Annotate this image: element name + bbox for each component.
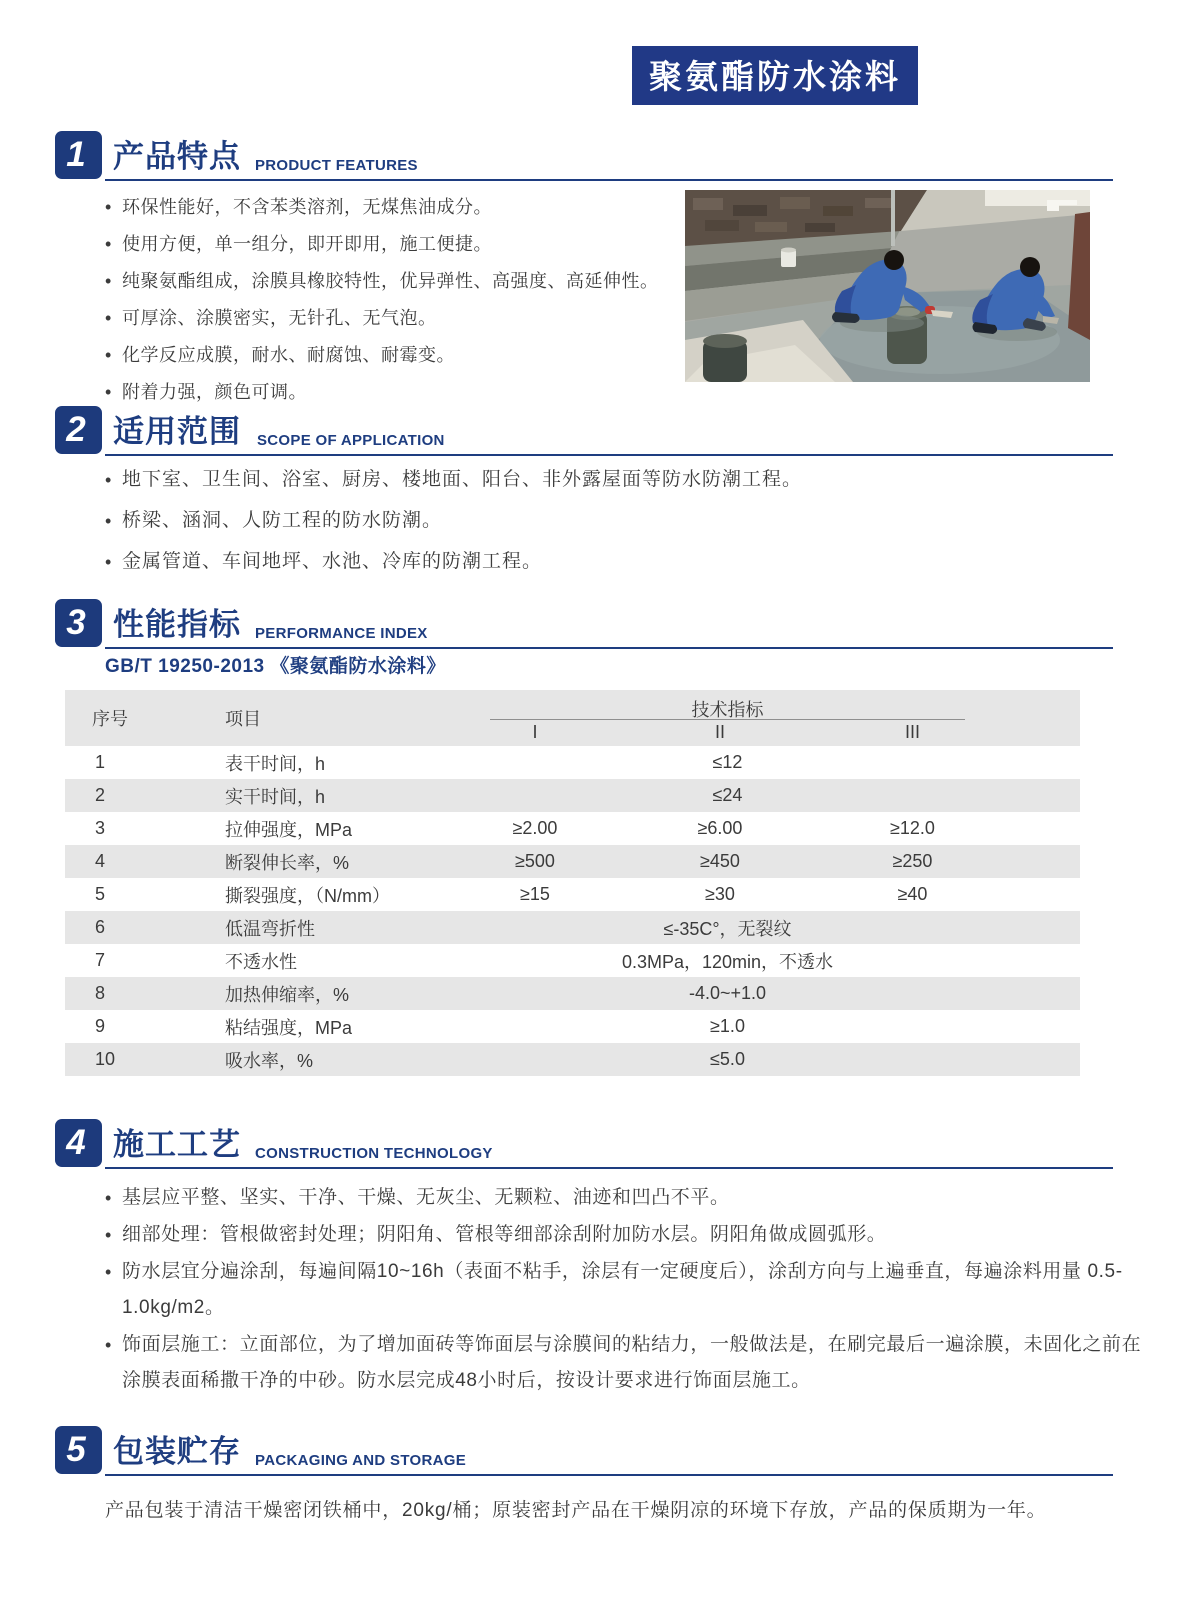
row-value: 0.3MPa，120min，不透水 — [621, 951, 834, 972]
list-item: • 附着力强，颜色可调。 — [105, 378, 683, 406]
list-item: • 细部处理：管根做密封处理；阴阳角、管根等细部涂刮附加防水层。阴阳角做成圆弧形。 — [105, 1217, 1153, 1253]
list-item: • 金属管道、车间地坪、水池、冷库的防潮工程。 — [105, 548, 1145, 576]
table-row — [65, 977, 1080, 1010]
row-seq: 8 — [95, 983, 106, 1003]
rooftop-workers-photo — [685, 190, 1090, 382]
section-number-badge: 3 — [55, 599, 102, 647]
section-title-cn: 性能指标 — [113, 607, 241, 642]
row-item: 粘结强度，MPa — [225, 1017, 353, 1038]
table-row — [65, 944, 1080, 977]
section-number-badge: 2 — [55, 406, 102, 454]
section-title-en: SCOPE OF APPLICATION — [257, 432, 445, 449]
table-row — [65, 878, 1080, 911]
row-item: 撕裂强度，（N/mm） — [225, 885, 390, 906]
section-number-badge: 1 — [55, 131, 102, 179]
row-value-2: ≥6.00 — [697, 818, 743, 838]
row-item: 吸水率，% — [225, 1050, 314, 1071]
row-seq: 2 — [95, 785, 106, 805]
list-item: • 基层应平整、坚实、干净、干燥、无灰尘、无颗粒、油迹和凹凸不平。 — [105, 1180, 1153, 1216]
section-header-scope — [55, 403, 1150, 456]
column-header-grade1: I — [532, 722, 538, 742]
section-title-en: PRODUCT FEATURES — [255, 157, 418, 174]
section-title-cn: 施工工艺 — [113, 1127, 241, 1162]
list-item: • 环保性能好，不含苯类溶剂，无煤焦油成分。 — [105, 193, 683, 221]
section-rule — [105, 454, 1113, 456]
row-value: ≤-35C°，无裂纹 — [663, 918, 792, 939]
column-header-item: 项目 — [225, 709, 261, 729]
section-rule — [105, 179, 1113, 181]
list-item: • 桥梁、涵洞、人防工程的防水防潮。 — [105, 507, 1145, 535]
table-header — [65, 690, 1080, 746]
table-row — [65, 845, 1080, 878]
section-title-cn: 适用范围 — [113, 414, 241, 449]
page-title: 聚氨酯防水涂料 — [632, 46, 918, 105]
row-item: 加热伸缩率，% — [225, 984, 350, 1005]
list-item: • 防水层宜分遍涂刮，每遍间隔10~16h（表面不粘手，涂层有一定硬度后），涂刮方向与上遍垂直，每遍涂料用量 0.5-1.0kg/m2。 — [105, 1254, 1153, 1326]
column-header-seq: 序号 — [92, 709, 128, 729]
row-value-3: ≥40 — [897, 884, 928, 904]
column-header-grade2: II — [714, 722, 725, 742]
section-header-packaging — [55, 1423, 1150, 1476]
row-value: -4.0~+1.0 — [688, 983, 767, 1003]
row-value-2: ≥450 — [700, 851, 740, 871]
section-number-badge: 5 — [55, 1426, 102, 1474]
row-seq: 7 — [95, 950, 106, 970]
table-row — [65, 1010, 1080, 1043]
section-title-en: PACKAGING AND STORAGE — [255, 1452, 467, 1469]
list-item: • 使用方便，单一组分，即开即用，施工便捷。 — [105, 230, 683, 258]
row-item: 实干时间，h — [225, 786, 326, 807]
section-rule — [105, 647, 1113, 649]
list-item: • 地下室、卫生间、浴室、厨房、楼地面、阳台、非外露屋面等防水防潮工程。 — [105, 466, 1145, 494]
standard-reference: GB/T 19250-2013 《聚氨酯防水涂料》 — [105, 656, 446, 677]
row-seq: 10 — [95, 1049, 116, 1069]
row-value-1: ≥500 — [515, 851, 555, 871]
row-value-2: ≥30 — [705, 884, 735, 904]
row-value-3: ≥250 — [892, 851, 933, 871]
row-seq: 6 — [95, 917, 106, 937]
list-item: • 化学反应成膜，耐水、耐腐蚀、耐霉变。 — [105, 341, 683, 369]
section-title-cn: 产品特点 — [113, 139, 241, 174]
column-header-grade3: III — [904, 722, 920, 742]
row-seq: 1 — [95, 752, 106, 772]
column-header-tech: 技术指标 — [490, 690, 965, 720]
performance-table — [65, 690, 1080, 1076]
section-title-cn: 包装贮存 — [113, 1434, 241, 1469]
row-value: ≥1.0 — [710, 1016, 745, 1036]
section-rule — [105, 1474, 1113, 1476]
table-row — [65, 911, 1080, 944]
section-title-en: CONSTRUCTION TECHNOLOGY — [255, 1145, 493, 1162]
section-header-performance — [55, 596, 1150, 649]
table-row — [65, 746, 1080, 779]
row-value-1: ≥2.00 — [512, 818, 558, 838]
features-list — [105, 190, 683, 415]
row-item: 表干时间，h — [225, 753, 326, 774]
scope-list — [105, 466, 1145, 589]
table-row — [65, 1043, 1080, 1076]
list-item: • 可厚涂、涂膜密实，无针孔、无气泡。 — [105, 304, 683, 332]
section-title-en: PERFORMANCE INDEX — [255, 625, 428, 642]
table-row — [65, 779, 1080, 812]
row-value-1: ≥15 — [520, 884, 550, 904]
row-item: 低温弯折性 — [225, 918, 315, 939]
section-number-badge: 4 — [55, 1119, 102, 1167]
row-value: ≤5.0 — [710, 1049, 745, 1069]
row-seq: 9 — [95, 1016, 106, 1036]
row-value: ≤12 — [712, 752, 743, 772]
section-rule — [105, 1167, 1113, 1169]
features-body — [105, 190, 1145, 415]
row-seq: 4 — [95, 851, 106, 871]
list-item: • 纯聚氨酯组成，涂膜具橡胶特性，优异弹性、高强度、高延伸性。 — [105, 267, 683, 295]
row-value-3: ≥12.0 — [890, 818, 935, 838]
row-seq: 3 — [95, 818, 106, 838]
section-header-construction — [55, 1116, 1150, 1169]
packaging-text: 产品包装于清洁干燥密闭铁桶中，20kg/桶；原装密封产品在干燥阴凉的环境下存放，产品的保质期为一年。 — [105, 1500, 1047, 1521]
row-item: 断裂伸长率，% — [225, 852, 350, 873]
row-value: ≤24 — [712, 785, 743, 805]
row-item: 拉伸强度，MPa — [225, 819, 353, 840]
construction-list — [105, 1180, 1153, 1400]
table-row — [65, 812, 1080, 845]
list-item: • 饰面层施工：立面部位，为了增加面砖等饰面层与涂膜间的粘结力，一般做法是，在刷完最后一遍涂膜，未固化之前在涂膜表面稀撒干净的中砂。防水层完成48小时后，按设计要求进行饰面层施工。 — [105, 1327, 1153, 1399]
section-header-features — [55, 128, 1150, 181]
row-seq: 5 — [95, 884, 106, 904]
row-item: 不透水性 — [225, 951, 297, 972]
